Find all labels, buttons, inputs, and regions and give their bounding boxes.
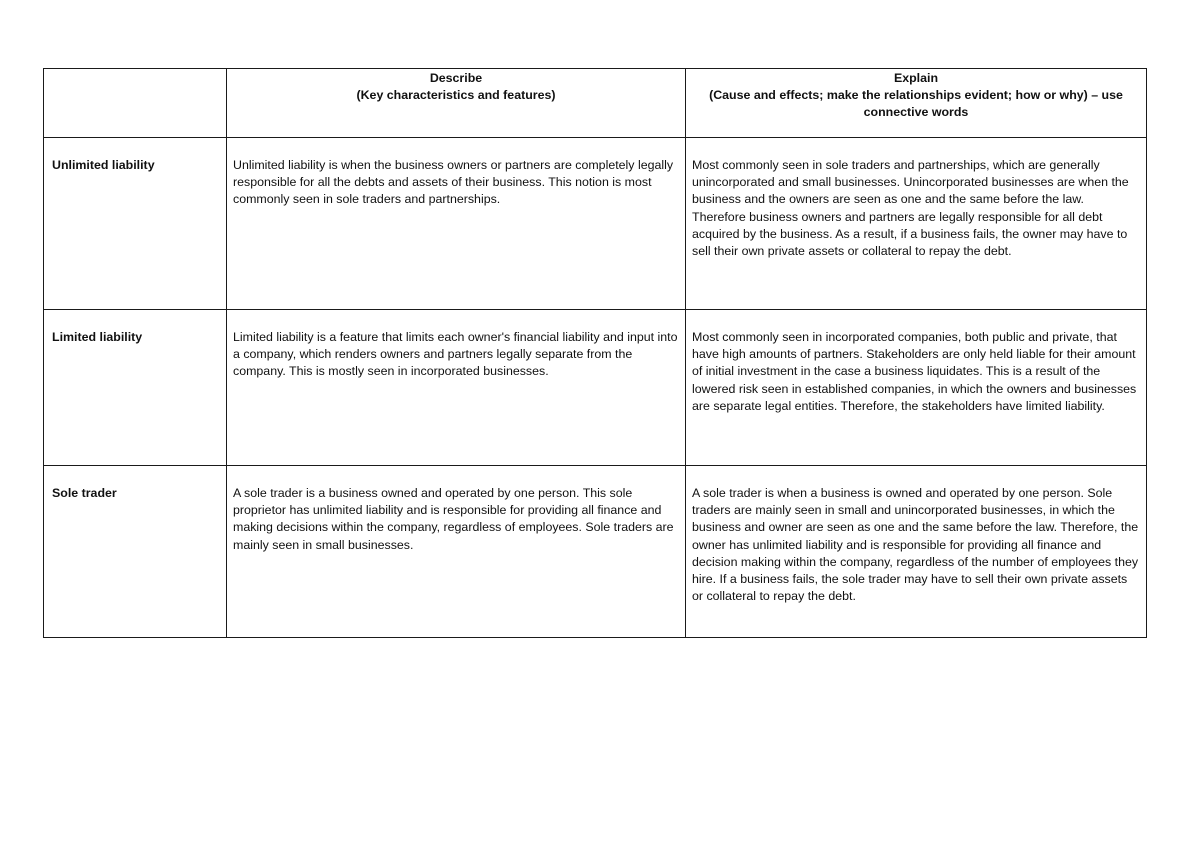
describe-cell	[227, 138, 686, 310]
explain-text: A sole trader is when a business is owned and operated by one person. Sole traders are mainly seen in small and unincorporated businesses, in which the business and owner are seen as one and the same before the law. Therefore, the owner has unlimited liability and is responsible for providing all finance and decision making within the company, regardless of the number of employees they hire. If a business fails, the sole trader may have to sell their own private assets or collateral to repay the debt.	[692, 486, 1139, 604]
describe-title: Describe	[429, 71, 483, 85]
row-label-sole-trader: Sole trader	[44, 466, 227, 638]
explain-cell	[686, 466, 1147, 638]
header-describe-cell	[227, 69, 686, 138]
header-label-cell	[44, 69, 227, 138]
describe-cell	[227, 310, 686, 466]
describe-text: Unlimited liability is when the business owners or partners are completely legally responsible for all the debts and assets of their business. This notion is most commonly seen in sole traders and partnerships.	[233, 158, 674, 207]
table-row	[44, 138, 1147, 310]
describe-text: Limited liability is a feature that limits each owner's financial liability and input into a company, which renders owners and partners legally separate from the company. This is mostly seen in incorporated businesses.	[233, 330, 678, 379]
describe-subtitle: (Key characteristics and features)	[356, 88, 556, 103]
explain-text: Most commonly seen in incorporated companies, both public and private, that have high amounts of partners. Stakeholders are only held liable for their amount of initial investment in the case a business liquidates. This is a result of the lowered risk seen in established companies, in which the owners and businesses are separate legal entities. Therefore, the stakeholders have limited liability.	[692, 330, 1137, 413]
explain-cell	[686, 310, 1147, 466]
describe-cell	[227, 466, 686, 638]
header-explain-cell	[686, 69, 1147, 138]
explain-text: Most commonly seen in sole traders and partnerships, which are generally unincorporated and small businesses. Unincorporated businesses are when the business and the owners are seen as one and the same before the law. Therefore business owners and partners are legally responsible for all debt acquired by the business. As a result, if a business fails, the owner may have to sell their own private assets or collateral to repay the debt.	[692, 158, 1129, 259]
explain-subtitle: (Cause and effects; make the relationships evident; how or why) – use connective words	[709, 88, 1123, 120]
row-label-unlimited-liability: Unlimited liability	[44, 138, 227, 310]
table-row	[44, 466, 1147, 638]
row-label-limited-liability: Limited liability	[44, 310, 227, 466]
explain-title: Explain	[893, 71, 939, 85]
table-row	[44, 310, 1147, 466]
describe-text: A sole trader is a business owned and operated by one person. This sole proprietor has unlimited liability and is responsible for providing all finance and making decisions within the company, regardless of employees. Sole traders are mainly seen in small businesses.	[233, 486, 674, 552]
comparison-table	[43, 68, 1147, 638]
table-header-row	[44, 69, 1147, 138]
explain-cell	[686, 138, 1147, 310]
